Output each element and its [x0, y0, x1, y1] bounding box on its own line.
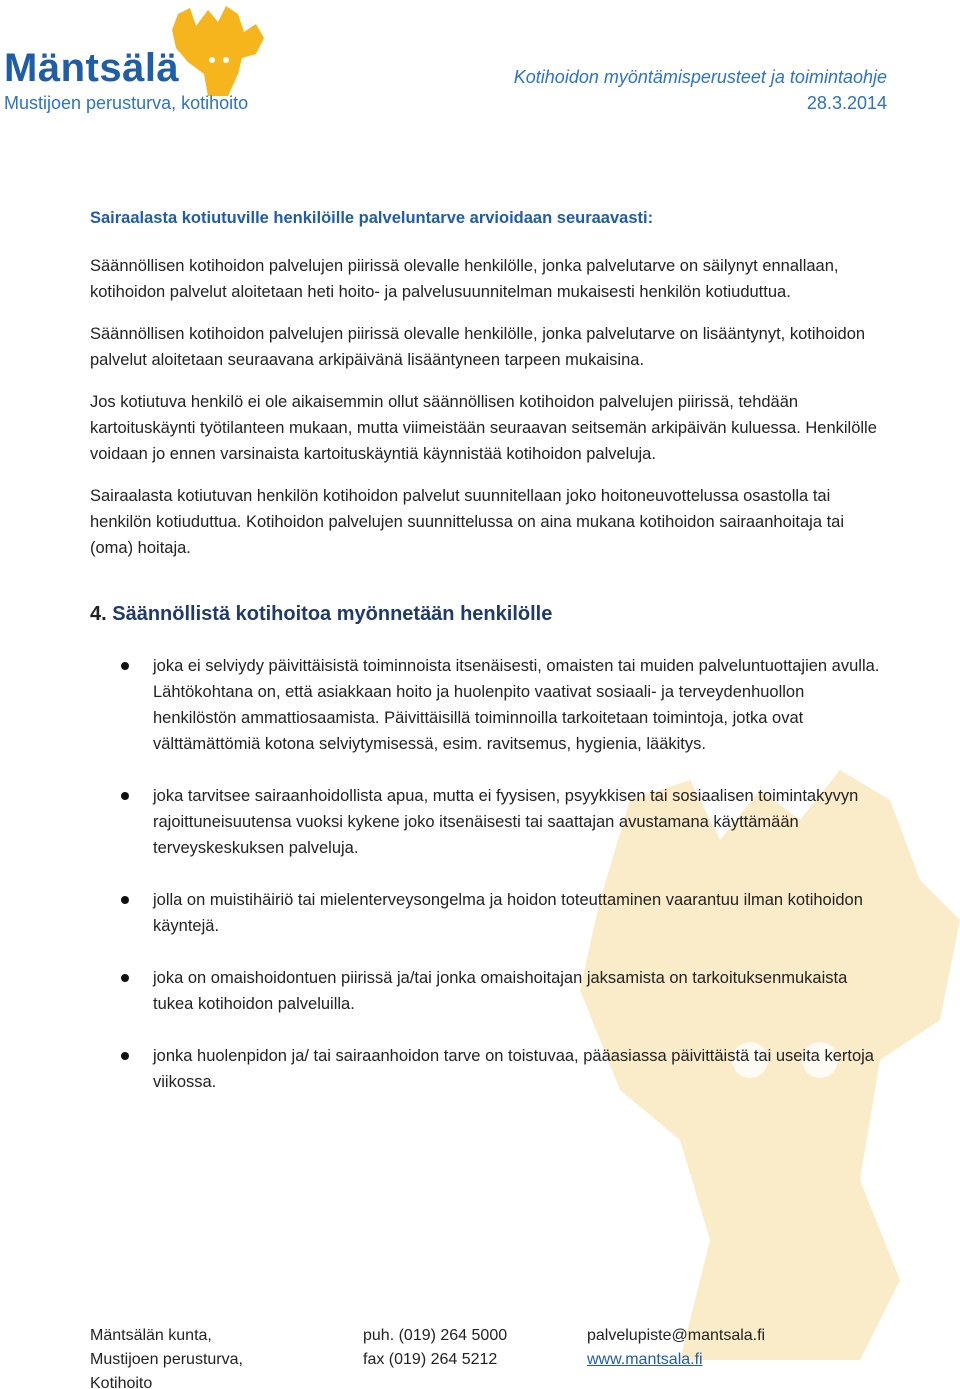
- bullet-icon: [121, 1052, 129, 1060]
- bullet-icon: [121, 662, 129, 670]
- criteria-list: [90, 653, 890, 1095]
- header-subtitle: Mustijoen perusturva, kotihoito: [4, 93, 249, 113]
- list-item-text: jonka huolenpidon ja/ tai sairaanhoidon tarve on toistuvaa, pääasiassa päivittäistä tai useita kertoja viikossa.: [153, 1047, 874, 1091]
- list-item-text: joka tarvitsee sairaanhoidollista apua, mutta ei fyysisen, psyykkisen tai sosiaalisen toimintakyvyn rajoittuneisuutensa vuoksi kykene joko itsenäisesti tai saattajan avustamana käyttämään terveyskeskuksen palveluja.: [153, 787, 859, 857]
- paragraph: Säännöllisen kotihoidon palvelujen piirissä olevalle henkilölle, jonka palvelutarve on säilynyt ennallaan, kotihoidon palvelut aloitetaan heti hoito- ja palvelusuunnitelman mukaisesti henkilön kotiuduttua.: [90, 257, 839, 301]
- list-item-text: jolla on muistihäiriö tai mielenterveysongelma ja hoidon toteuttaminen vaarantuu ilman kotihoidon käyntejä.: [153, 891, 863, 935]
- footer-organization: [90, 1324, 243, 1389]
- document-title: Kotihoidon myöntämisperusteet ja toimintaohje: [513, 67, 887, 87]
- footer-org-line: Mustijoen perusturva,: [90, 1351, 243, 1368]
- paragraph: Säännöllisen kotihoidon palvelujen piirissä olevalle henkilölle, jonka palvelutarve on lisääntynyt, kotihoidon palvelut aloitetaan seuraavana arkipäivänä lisääntyneen tarpeen mukaisina.: [90, 325, 866, 369]
- footer-website-link[interactable]: www.mantsala.fi: [587, 1351, 703, 1368]
- list-item: [90, 965, 890, 1017]
- list-item: [90, 783, 890, 861]
- bullet-icon: [121, 896, 129, 904]
- section-number: 4.: [90, 603, 107, 625]
- paragraph: Sairaalasta kotiutuvan henkilön kotihoidon palvelut suunnitellaan joko hoitoneuvottelussa osastolla tai henkilön kotiuduttua. Kotihoidon palvelujen suunnittelussa on aina mukana kotihoidon sairaanhoitaja tai (oma) hoitaja.: [90, 487, 845, 557]
- section-title: Säännöllistä kotihoitoa myönnetään henkilölle: [112, 603, 553, 625]
- footer-contact-numbers: [363, 1324, 507, 1372]
- footer-phone: puh. (019) 264 5000: [363, 1327, 508, 1344]
- moose-logo-icon: [168, 4, 268, 96]
- list-item: [90, 887, 890, 939]
- footer-email: palvelupiste@mantsala.fi: [587, 1327, 766, 1344]
- section-4-heading: [90, 601, 890, 627]
- document-body: [90, 205, 890, 1121]
- document-date: 28.3.2014: [806, 93, 887, 113]
- bullet-icon: [121, 974, 129, 982]
- list-item: [90, 653, 890, 757]
- footer-org-line: Kotihoito: [90, 1375, 153, 1389]
- logo-wordmark: Mäntsälä: [4, 46, 180, 90]
- list-item-text: joka ei selviydy päivittäisistä toiminnoista itsenäisesti, omaisten tai muiden palveluntuottajien avulla. Lähtökohtana on, että asiakkaan hoito ja huolenpito vaativat sosiaali- ja terveydenhuollon henkilöstön ammattiosaamista. Päivittäisillä toiminnoilla tarkoitetaan toimintoja, jotka ovat välttämättömiä kotona selviytymisessä, esim. ravitsemus, hygienia, lääkitys.: [153, 657, 880, 753]
- paragraph: Jos kotiutuva henkilö ei ole aikaisemmin ollut säännöllisen kotihoidon palvelujen piirissä, tehdään kartoituskäynti työtilanteen mukaan, mutta viimeistään seuraavan seitsemän arkipäivän kuluessa. Henkilölle voidaan jo ennen varsinaista kartoituskäyntiä käynnistää kotihoidon palveluja.: [90, 393, 877, 463]
- footer-online: [587, 1324, 765, 1372]
- list-item: [90, 1043, 890, 1095]
- section-heading: Sairaalasta kotiutuville henkilöille palveluntarve arvioidaan seuraavasti:: [90, 209, 654, 227]
- bullet-icon: [121, 792, 129, 800]
- mantsala-logo: [0, 4, 300, 100]
- list-item-text: joka on omaishoidontuen piirissä ja/tai jonka omaishoitajan jaksamista on tarkoituksenmukaista tukea kotihoidon palveluilla.: [153, 969, 848, 1013]
- footer-fax: fax (019) 264 5212: [363, 1351, 498, 1368]
- footer-org-line: Mäntsälän kunta,: [90, 1327, 212, 1344]
